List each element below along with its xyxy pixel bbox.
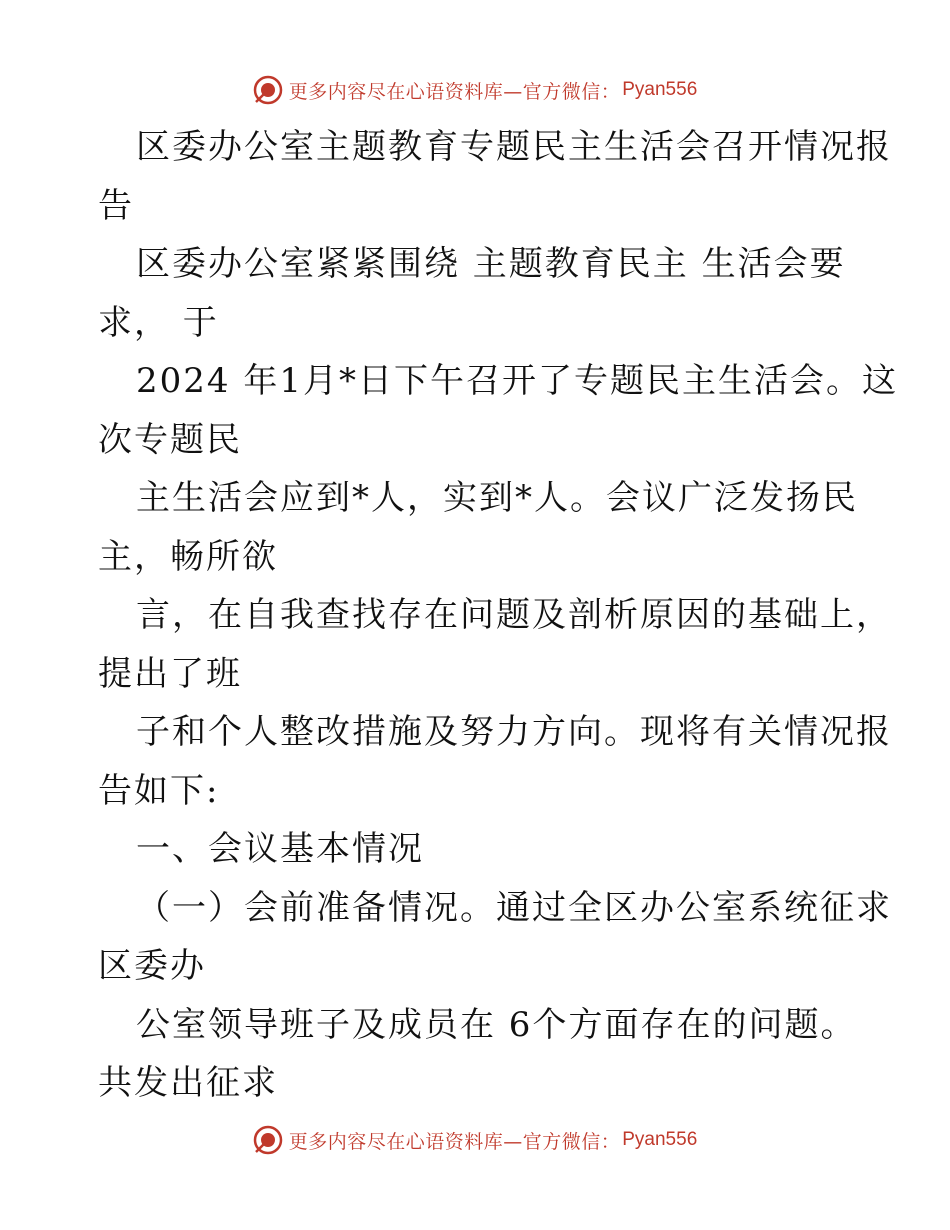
doc-line: （一）会前准备情况。通过全区办公室系统征求 <box>136 887 892 928</box>
doc-line: 区委办 <box>98 946 206 986</box>
doc-line: 区委办公室主题教育专题民主生活会召开情况报 <box>136 127 892 167</box>
doc-line: 共发出征求 <box>98 1063 278 1103</box>
section-heading: 一、会议基本情况 <box>136 829 424 869</box>
pen-logo-icon <box>253 75 283 105</box>
doc-line: 告如下: <box>98 770 220 811</box>
doc-line: 主，畅所欲 <box>98 536 278 577</box>
doc-line: 次专题民 <box>98 419 242 460</box>
doc-line: 主生活会应到*人，实到*人。会议广泛发扬民 <box>136 478 858 518</box>
doc-line: 求， 于 <box>98 302 219 343</box>
doc-line: 告 <box>98 185 134 226</box>
doc-line: 公室领导班子及成员在 6个方面存在的问题。 <box>136 1004 857 1045</box>
watermark-handle: Pyan556 <box>622 1129 698 1150</box>
watermark-handle: Pyan556 <box>622 79 698 100</box>
watermark-text: 更多内容尽在心语资料库—官方微信： <box>288 1130 621 1153</box>
document-body <box>98 118 898 1113</box>
watermark-text: 更多内容尽在心语资料库—官方微信： <box>288 80 621 103</box>
doc-line: 2024 年1月*日下午召开了专题民主生活会。这 <box>136 361 898 401</box>
watermark-header <box>0 70 950 110</box>
doc-line: 子和个人整改措施及努力方向。现将有关情况报 <box>136 712 892 752</box>
watermark-footer <box>0 1120 950 1160</box>
doc-line: 言，在自我查找存在问题及剖析原因的基础上， <box>136 595 892 635</box>
doc-line: 区委办公室紧紧围绕 主题教育民主 生活会要 <box>136 244 846 284</box>
pen-logo-icon <box>253 1125 283 1155</box>
doc-line: 提出了班 <box>98 653 242 694</box>
